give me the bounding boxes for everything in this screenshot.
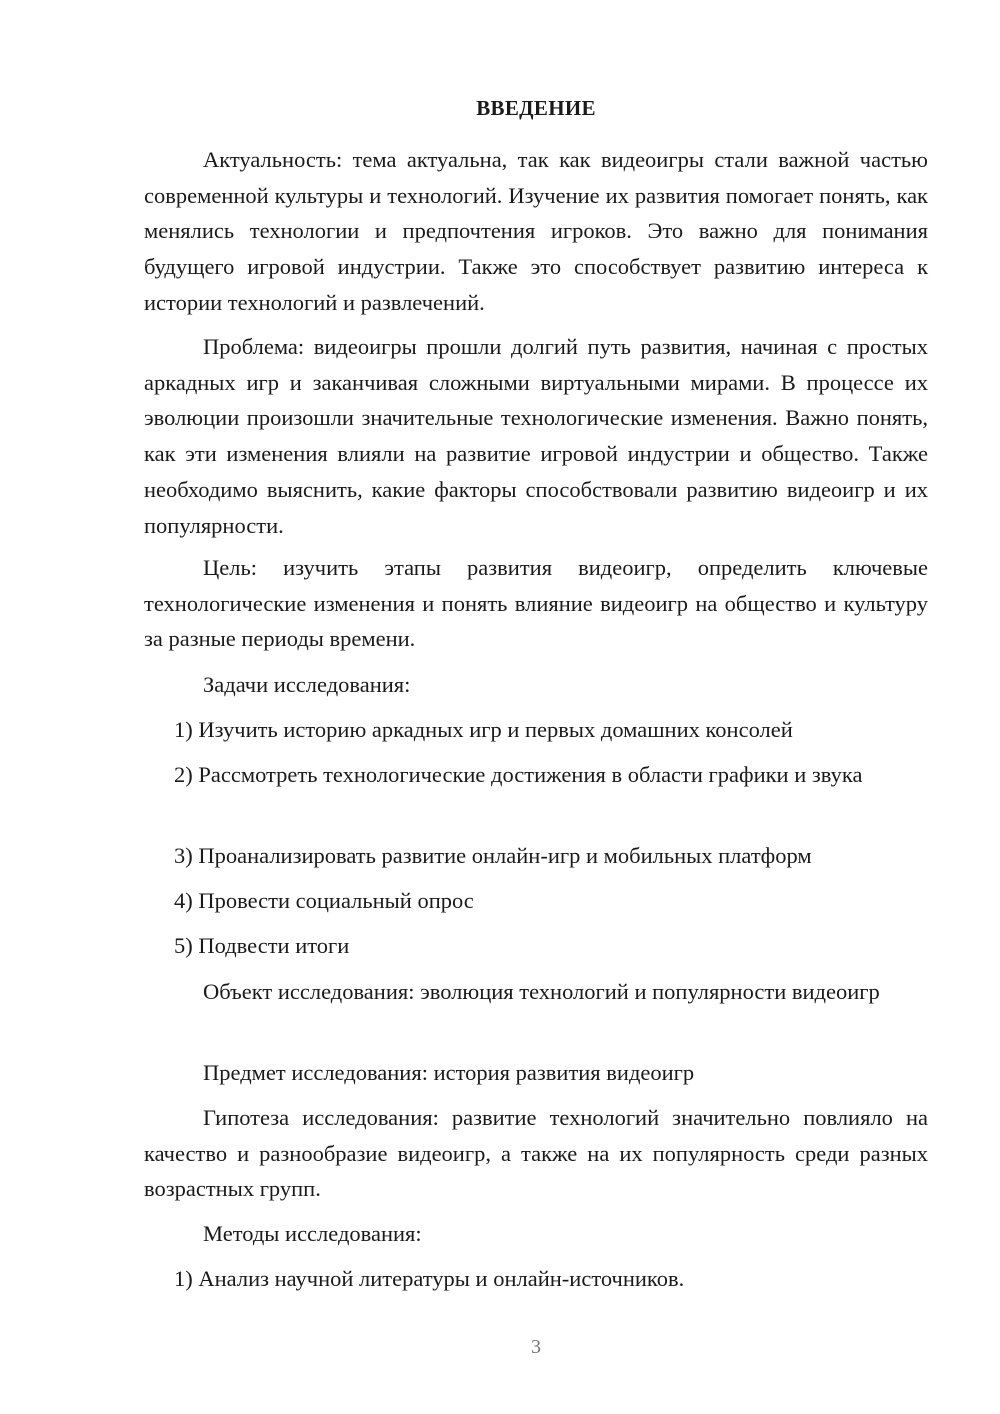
relevance-paragraph: Актуальность: тема актуальна, так как видеоигры стали важной частью современной культуры и технологий. Изучение их развития помогает понять, как менялись технологии и предпочтения игроков. Это важно для понимания будущего игровой индустрии. Также это способствует развитию интереса к истории технологий и развлечений. bbox=[144, 147, 928, 315]
subject-paragraph: Предмет исследования: история развития видеоигр bbox=[203, 1060, 695, 1085]
goal-paragraph: Цель: изучить этапы развития видеоигр, определить ключевые технологические изменения и понять влияние видеоигр на общество и культуру за разные периоды времени. bbox=[144, 555, 928, 652]
object-paragraph: Объект исследования: эволюция технологий и популярности видеоигр bbox=[203, 979, 880, 1004]
methods-heading: Методы исследования: bbox=[203, 1221, 422, 1246]
method-item-1: 1) Анализ научной литературы и онлайн-источников. bbox=[174, 1266, 685, 1291]
task-item-3: 3) Проанализировать развитие онлайн-игр и мобильных платформ bbox=[174, 843, 812, 868]
task-item-5: 5) Подвести итоги bbox=[174, 933, 350, 958]
tasks-heading: Задачи исследования: bbox=[203, 672, 411, 697]
task-item-4: 4) Провести социальный опрос bbox=[174, 888, 474, 913]
task-item-1: 1) Изучить историю аркадных игр и первых домашних консолей bbox=[174, 717, 793, 742]
task-item-2: 2) Рассмотреть технологические достижения в области графики и звука bbox=[174, 762, 863, 787]
page-title: ВВЕДЕНИЕ bbox=[476, 96, 596, 120]
page-number: 3 bbox=[531, 1336, 541, 1358]
hypothesis-paragraph: Гипотеза исследования: развитие технологий значительно повлияло на качество и разнообразие видеоигр, а также на их популярность среди разных возрастных групп. bbox=[144, 1105, 928, 1202]
problem-paragraph: Проблема: видеоигры прошли долгий путь развития, начиная с простых аркадных игр и заканчивая сложными виртуальными мирами. В процессе их эволюции произошли значительные технологические изменения. Важно понять, как эти изменения влияли на развитие игровой индустрии и общество. Также необходимо выяснить, какие факторы способствовали развитию видеоигр и их популярности. bbox=[144, 334, 928, 538]
